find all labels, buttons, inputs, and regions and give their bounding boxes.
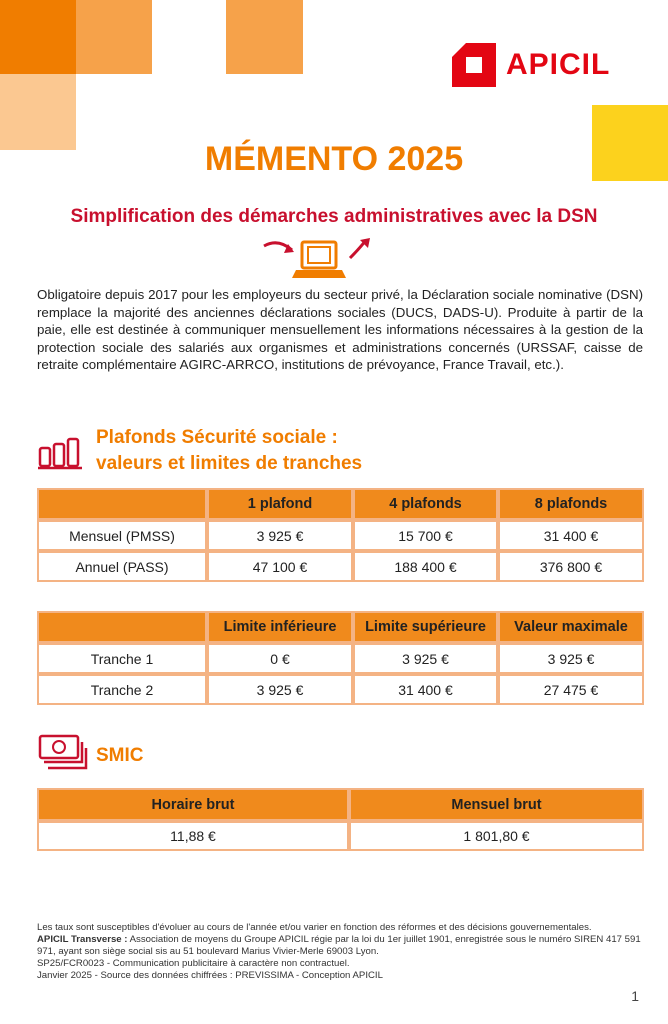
logo-text: APICIL	[506, 48, 611, 81]
cell-value: 376 800 €	[498, 551, 644, 582]
row-label: Mensuel (PMSS)	[37, 520, 207, 551]
header-horaire-brut: Horaire brut	[37, 788, 349, 821]
cell-value: 3 925 €	[498, 643, 644, 674]
plafonds-table	[37, 488, 644, 582]
table-row	[37, 821, 644, 851]
smic-table	[37, 788, 644, 851]
header-mensuel-brut: Mensuel brut	[349, 788, 644, 821]
page-subtitle: Simplification des démarches administratives avec la DSN	[70, 206, 598, 227]
table-row	[37, 643, 644, 674]
table-row	[37, 520, 644, 551]
row-label: Annuel (PASS)	[37, 551, 207, 582]
footer-company-details: Association de moyens du Groupe APICIL régie par la loi du 1er juillet 1901, enregistrée sous le numéro SIREN 417 591 971, ayant son siège social sis au 51 boulevard Marius Vivier-Merle 69003 Lyon.	[37, 934, 641, 957]
bar-chart-icon	[38, 436, 82, 470]
row-label: Tranche 2	[37, 674, 207, 705]
header-limite-superieure: Limite supérieure	[353, 611, 498, 643]
cell-value: 27 475 €	[498, 674, 644, 705]
plafonds-title-line2: valeurs et limites de tranches	[96, 453, 363, 474]
intro-paragraph: Obligatoire depuis 2017 pour les employeurs du secteur privé, la Déclaration sociale nominative (DSN) remplace la majorité des anciennes déclarations sociales (DUCS, DADS-U). Produite à partir de la paie, elle est destinée à communiquer mensuellement les informations nécessaires à la gestion de la protection sociale des salariés aux organismes et administrations concernés (URSSAF, caisse de retraite complémentaire AGIRC-ARRCO, institutions de prévoyance, France Travail, etc.).	[37, 287, 643, 372]
banknotes-icon	[38, 734, 88, 772]
deco-square-light-orange	[76, 0, 152, 74]
footer-line-3: SP25/FCR0023 - Communication publicitaire à caractère non contractuel.	[37, 958, 350, 969]
table-corner	[37, 611, 207, 643]
cell-value: 31 400 €	[498, 520, 644, 551]
header-limite-inferieure: Limite inférieure	[207, 611, 353, 643]
logo-mark-icon	[452, 43, 496, 87]
footer-line-4: Janvier 2025 - Source des données chiffrées : PREVISSIMA - Conception APICIL	[37, 970, 383, 981]
deco-square-orange	[0, 0, 76, 74]
table-row	[37, 551, 644, 582]
plafonds-title-line1: Plafonds Sécurité sociale :	[96, 427, 338, 448]
table-row	[37, 674, 644, 705]
cell-value: 47 100 €	[207, 551, 353, 582]
cell-value: 11,88 €	[37, 821, 349, 851]
laptop-arrows-icon	[258, 236, 382, 282]
header-8-plafonds: 8 plafonds	[498, 488, 644, 520]
cell-value: 188 400 €	[353, 551, 498, 582]
footer-company: APICIL Transverse :	[37, 934, 128, 945]
apicil-logo	[452, 43, 610, 87]
footer-line-2	[37, 934, 643, 958]
cell-value: 1 801,80 €	[349, 821, 644, 851]
cell-value: 31 400 €	[353, 674, 498, 705]
header-1-plafond: 1 plafond	[207, 488, 353, 520]
header-4-plafonds: 4 plafonds	[353, 488, 498, 520]
page-number: 1	[631, 988, 639, 1004]
tranches-table	[37, 611, 644, 705]
row-label: Tranche 1	[37, 643, 207, 674]
footer-legal	[37, 922, 643, 982]
smic-title: SMIC	[96, 745, 144, 766]
deco-square-peach	[0, 74, 76, 150]
cell-value: 3 925 €	[207, 520, 353, 551]
cell-value: 3 925 €	[353, 643, 498, 674]
cell-value: 15 700 €	[353, 520, 498, 551]
footer-line-1: Les taux sont susceptibles d'évoluer au cours de l'année et/ou varier en fonction des réformes et des décisions gouvernementales.	[37, 922, 592, 933]
plafonds-title	[96, 425, 362, 477]
deco-square-top-center	[226, 0, 303, 74]
page-title: MÉMENTO 2025	[204, 140, 464, 178]
header-valeur-maximale: Valeur maximale	[498, 611, 644, 643]
cell-value: 0 €	[207, 643, 353, 674]
cell-value: 3 925 €	[207, 674, 353, 705]
table-corner	[37, 488, 207, 520]
